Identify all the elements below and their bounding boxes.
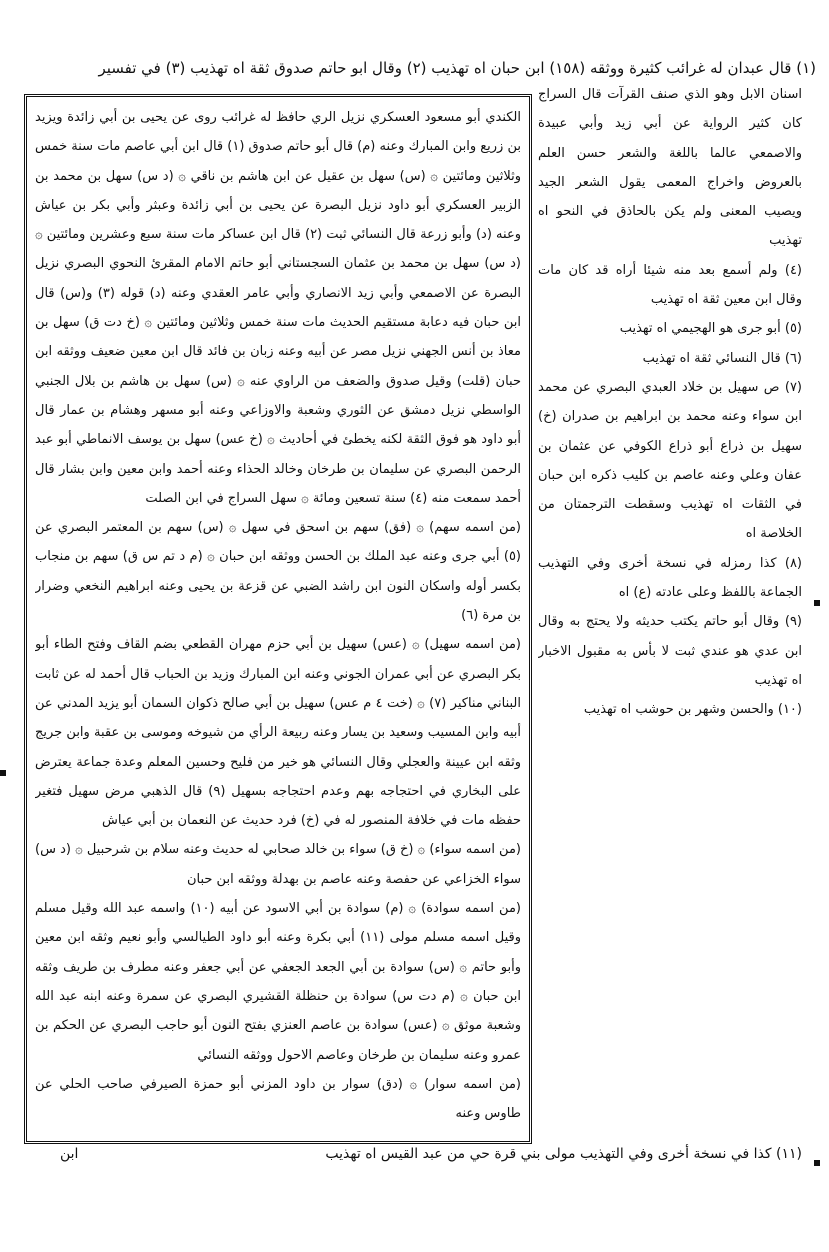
main-paragraph: (من اسمه سواء) ۞ (خ ق) سواء بن خالد صحابي له حديث وعنه سلام بن شرحبيل ۞ (د س) سواء الخزاعي عن حفصة وعنه عاصم بن بهدلة ووثقه ابن حبان: [35, 842, 521, 887]
margin-note: (٧) ص سهيل بن خلاد العبدي البصري عن محمد ابن سواء وعنه محمد بن ابراهيم بن صدران (خ) سهيل بن ذراع أبو ذراع الكوفي عن عثمان بن عفان وعلي وعنه عاصم بن كليب ذكره ابن حبان في الثقات اه تهذيب وسقطت الترجمتان من الخلاصة اه: [538, 379, 802, 542]
main-paragraph: الكندي أبو مسعود العسكري نزيل الري حافظ له غرائب روى عن يحيى بن أبي زائدة ويزيد بن زريع وابن المبارك وعنه (م) قال أبو حاتم صدوق (١) قال ابن أبي عاصم مات سنة خمس وثلاثين ومائتين ۞ (س) سهل بن عقيل عن ابن هاشم بن ناقي ۞ (د س) سهل بن محمد بن الزبير العسكري أبو داود نزيل البصرة عن يحيى بن أبي زائدة وعبثر وأبي بكر بن عياش وعنه (د) وأبو زرعة قال النسائي ثبت (٢) قال ابن عساكر مات سنة سبع وعشرين ومائتين ۞ (د س) سهل بن محمد بن عثمان السجستاني أبو حاتم الامام المقرئ النحوي البصري نزيل البصرة عن الاصمعي وأبي زيد الانصاري وأبي عامر العقدي وعنه (د) قوله (٣) و(س) قال ابن حبان فيه دعابة مستقيم الحديث مات سنة خمس وثلاثين ومائتين ۞ (خ دت ق) سهل بن معاذ بن أنس الجهني نزيل مصر عن أبيه وعنه زبان بن فائد قال ابن معين ضعيف ووثقه ابن حبان (قلت) وقيل صدوق والضعف من الراوي عنه ۞ (س) سهل بن هاشم بن بلال الجنبي الواسطي نزيل دمشق عن الثوري وشعبة والاوزاعي وعنه أبو مسهر وهشام بن عمار قال أبو داود هو فوق الثقة لكنه يخطئ في أحاديث ۞ (خ عس) سهل بن يوسف الانماطي أبو عبد الرحمن البصري عن سليمان بن طرخان وخالد الحذاء وعنه أحمد وابن معين وابن بشار قال أحمد سمعت منه (٤) سنة تسعين ومائة ۞ سهل السراج في ابن الصلت: [35, 110, 521, 506]
bottom-footnote-text: (١١) كذا في نسخة أخرى وفي التهذيب مولى بني قرة حي من عبد القيس اه تهذيب: [325, 1146, 802, 1162]
margin-note: (٤) ولم أسمع بعد منه شيئا أراه قد كان مات وقال ابن معين ثقة اه تهذيب: [538, 262, 802, 308]
margin-notes: [538, 80, 802, 1160]
margin-note: (٩) وقال أبو حاتم يكتب حديثه ولا يحتج به وقال ابن عدي هو عندي ثبت لا بأس به مقبول الاخبار اه تهذيب: [538, 614, 802, 688]
main-paragraph: (من اسمه سهيل) ۞ (عس) سهيل بن أبي حزم مهران القطعي بضم القاف وفتح الطاء أبو بكر البصري عن أبي عمران الجوني وعنه ابن المبارك وزيد بن الحباب قال أحمد له عن ثابت البناني مناكير (٧) ۞ (خت ٤ م عس) سهيل بن أبي صالح ذكوان السمان أبو يزيد المدني عن أبيه وابن المسيب وسعيد بن يسار وعنه ربيعة الرأي من شيوخه وموسى بن عقبة وابن جريج وثقه ابن عيينة والعجلي وقال النسائي هو خير من فليح وحسين المعلم وعدة جماعة يعترض على البخاري في احتجاجه بهم وعدم احتجاجه بسهيل (٩) قال الذهبي مرض سهيل فتغير حفظه مات في خلافة المنصور له في (خ) فرد حديث عن النعمان بن أبي عياش: [35, 637, 521, 829]
catchword: ابن: [60, 1146, 79, 1162]
margin-note: (١٠) والحسن وشهر بن حوشب اه تهذيب: [583, 702, 802, 718]
margin-dot-mark: [0, 770, 6, 776]
bottom-footnote-line: [10, 1140, 802, 1168]
main-paragraph: (من اسمه سوار) ۞ (دق) سوار بن داود المزني أبو حمزة الصيرفي صاحب الحلي عن طاوس وعنه: [35, 1076, 521, 1122]
main-paragraph: (من اسمه سوادة) ۞ (م) سوادة بن أبي الاسود عن أبيه (١٠) واسمه عبد الله وقيل مسلم وقيل اسمه مسلم مولى (١١) أبي بكرة وعنه أبو داود الطيالسي وأبو نعيم وثقه ابن معين وأبو حاتم ۞ (س) سوادة بن أبي الجعد الجعفي عن أبي جعفر وعنه مطرف بن طريف وثقه ابن حبان ۞ (م دت س) سوادة بن حنظلة القشيري البصري عن سمرة وعنه ابنه عبد الله وشعبة موثق ۞ (عس) سوادة بن عاصم العنزي بفتح النون أبو حاجب البصري عن الحكم بن عمرو وعنه سليمان بن طرخان وعاصم الاحول ووثقه النسائي: [35, 901, 521, 1063]
top-footnote-text: (١) قال عبدان له غرائب كثيرة ووثقه (١٥٨) ابن حبان اه تهذيب (٢) وقال ابو حاتم صدوق ثقة اه تهذيب (٣) في تفسير: [98, 59, 816, 77]
top-footnote-line: [10, 56, 816, 80]
main-text-frame: [24, 94, 532, 1144]
margin-note: اسنان الابل وهو الذي صنف القرآت قال السراج كان كثير الرواية عن أبي زيد وأبي عبيدة والاصمعي عالما باللغة والشعر حسن العلم بالعروض واخراج المعمى يقول الشعر الجيد ويصيب المعنى ولم يكن بالحاذق في النحو اه تهذيب: [538, 87, 802, 249]
main-paragraph: (من اسمه سهم) ۞ (فق) سهم بن اسحق في سهل ۞ (س) سهم بن المعتمر البصري عن (٥) أبي جرى وعنه عبد الملك بن الحسن ووثقه ابن حبان ۞ (م د تم س ق) سهم بن منجاب بكسر أوله واسكان النون ابن راشد الضبي عن قزعة بن يحيى وعنه ابراهيم النخعي وضرار بن مرة (٦): [35, 520, 521, 624]
margin-note: (٦) قال النسائي ثقة اه تهذيب: [642, 350, 802, 366]
margin-note: (٨) كذا رمزله في نسخة أخرى وفي التهذيب الجماعة باللفظ وعلى عادته (ع) اه: [538, 555, 802, 601]
margin-dot-mark: [814, 1160, 820, 1166]
margin-dot-mark: [814, 600, 820, 606]
main-text-body: [35, 103, 521, 1135]
margin-note: (٥) أبو جرى هو الهجيمي اه تهذيب: [619, 321, 802, 337]
